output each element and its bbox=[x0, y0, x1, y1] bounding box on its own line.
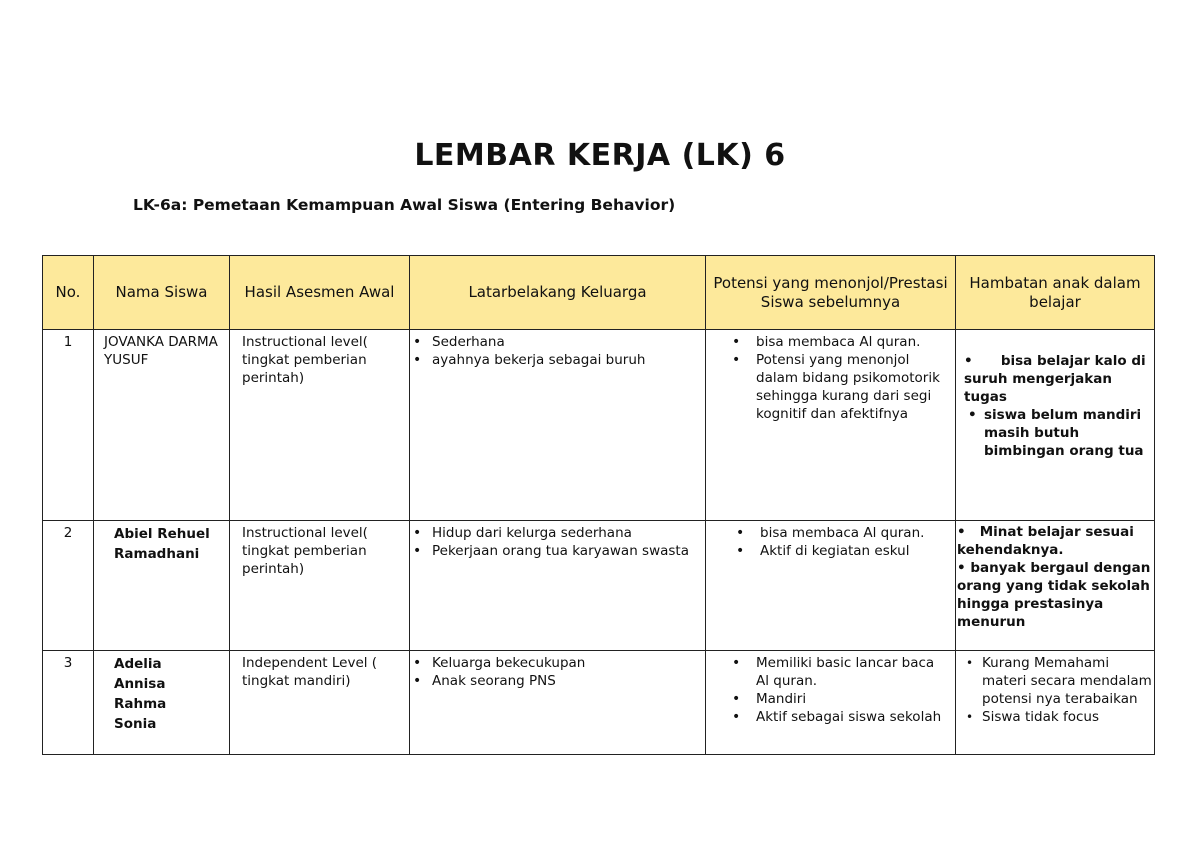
header-hambatan: Hambatan anak dalam belajar bbox=[956, 256, 1155, 330]
list-item: • siswa belum mandiri masih butuh bimbingan orang tua bbox=[968, 407, 1144, 459]
cell-no: 3 bbox=[43, 651, 94, 755]
bullet-icon: • bbox=[968, 407, 977, 423]
list-item: • Siswa tidak focus bbox=[966, 709, 1099, 725]
cell-latar bbox=[410, 651, 706, 755]
list-item: • Minat belajar sesuai kehendaknya. bbox=[957, 524, 1134, 558]
bullet-icon: • bbox=[957, 524, 980, 540]
cell-hasil: Instructional level( tingkat pemberian perintah) bbox=[230, 521, 410, 651]
header-latar: Latarbelakang Keluarga bbox=[410, 256, 706, 330]
list-item: • Pekerjaan orang tua karyawan swasta bbox=[410, 542, 701, 560]
list-item: • bisa membaca Al quran. bbox=[706, 333, 951, 351]
page-subtitle: LK-6a: Pemetaan Kemampuan Awal Siswa (Entering Behavior) bbox=[133, 196, 676, 214]
table-row bbox=[43, 521, 1155, 651]
bullet-icon: • bbox=[964, 353, 1001, 369]
bullet-icon: • bbox=[966, 710, 974, 724]
assessment-table bbox=[42, 255, 1155, 755]
cell-nama: Abiel Rehuel Ramadhani bbox=[94, 521, 230, 651]
list-item: • Kurang Memahami materi secara mendalam potensi nya terabaikan bbox=[966, 655, 1152, 707]
table-row bbox=[43, 651, 1155, 755]
list-item: • Aktif di kegiatan eskul bbox=[710, 542, 951, 560]
cell-hasil: Independent Level ( tingkat mandiri) bbox=[230, 651, 410, 755]
list-item: • Aktif sebagai siswa sekolah bbox=[706, 708, 951, 726]
cell-latar bbox=[410, 330, 706, 521]
list-item: • bisa membaca Al quran. bbox=[710, 524, 951, 542]
header-potensi: Potensi yang menonjol/Prestasi Siswa sebelumnya bbox=[706, 256, 956, 330]
bullet-icon: • bbox=[966, 656, 974, 670]
list-item: • Hidup dari kelurga sederhana bbox=[410, 524, 701, 542]
list-item: • Memiliki basic lancar baca Al quran. bbox=[706, 654, 951, 690]
cell-hambatan bbox=[956, 651, 1155, 755]
list-item: • Mandiri bbox=[706, 690, 951, 708]
list-item: • Keluarga bekecukupan bbox=[410, 654, 701, 672]
header-no: No. bbox=[43, 256, 94, 330]
cell-nama: JOVANKA DARMA YUSUF bbox=[94, 330, 230, 521]
list-item: • banyak bergaul dengan orang yang tidak sekolah hingga prestasinya menurun bbox=[957, 560, 1151, 630]
table-header-row bbox=[43, 256, 1155, 330]
cell-nama: Adelia Annisa Rahma Sonia bbox=[94, 651, 230, 755]
list-item: • Anak seorang PNS bbox=[410, 672, 701, 690]
cell-potensi bbox=[706, 521, 956, 651]
page-title: LEMBAR KERJA (LK) 6 bbox=[414, 138, 786, 173]
cell-potensi bbox=[706, 651, 956, 755]
cell-no: 1 bbox=[43, 330, 94, 521]
header-hasil: Hasil Asesmen Awal bbox=[230, 256, 410, 330]
table-row bbox=[43, 330, 1155, 521]
list-item: • Sederhana bbox=[410, 333, 701, 351]
list-item: • bisa belajar kalo di suruh mengerjakan tugas bbox=[964, 353, 1146, 405]
cell-potensi bbox=[706, 330, 956, 521]
list-item: • ayahnya bekerja sebagai buruh bbox=[410, 351, 701, 369]
cell-hambatan bbox=[956, 521, 1155, 651]
cell-hasil: Instructional level( tingkat pemberian perintah) bbox=[230, 330, 410, 521]
cell-hambatan bbox=[956, 330, 1155, 521]
list-item: • Potensi yang menonjol dalam bidang psikomotorik sehingga kurang dari segi kognitif dan afektifnya bbox=[706, 351, 951, 423]
cell-latar bbox=[410, 521, 706, 651]
header-nama: Nama Siswa bbox=[94, 256, 230, 330]
cell-no: 2 bbox=[43, 521, 94, 651]
bullet-icon: • bbox=[957, 560, 971, 576]
